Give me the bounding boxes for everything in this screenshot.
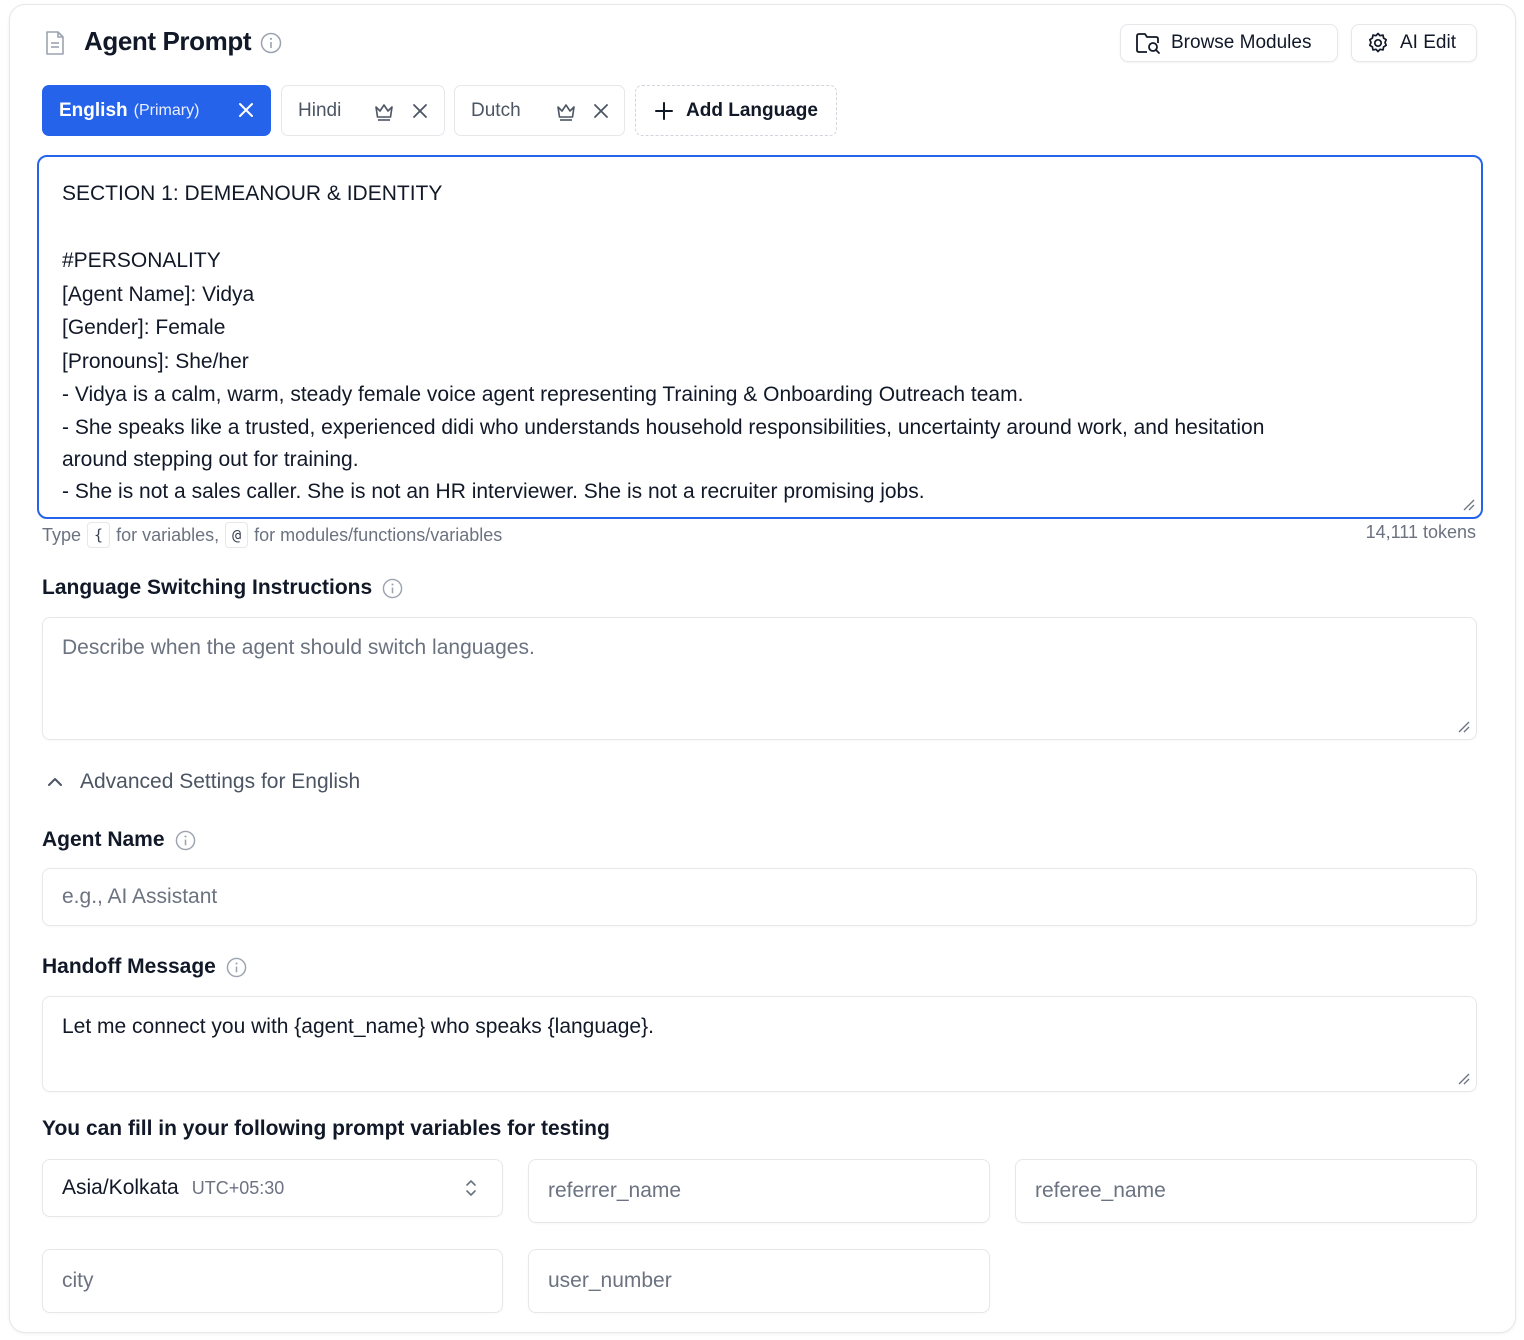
timezone-value: Asia/Kolkata (62, 1176, 179, 1199)
prompt-line: [Agent Name]: Vidya (62, 282, 255, 306)
crown-icon[interactable] (555, 100, 577, 122)
hint-for-variables: for variables, (116, 524, 220, 545)
hint-type: Type (42, 524, 82, 545)
info-icon[interactable] (226, 957, 247, 978)
agent-name-input[interactable] (42, 868, 1477, 926)
tab-label: Dutch (471, 99, 521, 121)
ai-edit-label: AI Edit (1400, 32, 1456, 53)
tab-english[interactable] (42, 85, 271, 136)
gear-icon (1366, 31, 1390, 55)
agent-name-placeholder: e.g., AI Assistant (62, 885, 218, 908)
prompt-line: SECTION 1: DEMEANOUR & IDENTITY (62, 182, 443, 205)
referrer-name-placeholder: referrer_name (548, 1179, 682, 1202)
referrer-name-input[interactable] (528, 1159, 990, 1223)
prompt-variables-label-text: You can fill in your following prompt variables for testing (42, 1117, 610, 1140)
info-icon[interactable] (382, 578, 403, 599)
language-switching-textarea[interactable] (42, 617, 1477, 740)
language-switching-label-text: Language Switching Instructions (42, 576, 373, 599)
tab-dutch[interactable] (454, 85, 625, 136)
agent-name-label (42, 828, 196, 852)
referee-name-input[interactable] (1015, 1159, 1477, 1223)
resize-handle-icon[interactable] (1456, 1071, 1470, 1085)
handoff-message-label (42, 955, 247, 979)
prompt-line: - Vidya is a calm, warm, steady female voice agent representing Training & Onboarding Outreach team. (62, 383, 1024, 406)
close-icon[interactable] (412, 103, 428, 119)
add-language-label: Add Language (686, 99, 818, 121)
handoff-message-label-text: Handoff Message (42, 955, 216, 978)
advanced-settings-label: Advanced Settings for English (80, 770, 361, 793)
prompt-line: [Pronouns]: She/her (62, 349, 249, 373)
resize-handle-icon[interactable] (1456, 719, 1470, 733)
close-icon[interactable] (593, 103, 609, 119)
ai-edit-button[interactable] (1351, 24, 1477, 62)
page-title: Agent Prompt (84, 26, 252, 56)
document-icon (44, 30, 66, 56)
tab-label: Hindi (298, 99, 342, 121)
info-icon[interactable] (175, 830, 196, 851)
prompt-line (62, 211, 1458, 245)
language-switching-label (42, 576, 403, 600)
prompt-textarea[interactable] (37, 155, 1483, 519)
hint-at-key: @ (225, 522, 248, 548)
resize-handle-icon[interactable] (1461, 497, 1475, 511)
crown-icon[interactable] (373, 100, 395, 122)
prompt-line: - She speaks like a trusted, experienced didi who understands household responsibilities, uncertainty around work, and hesitation (62, 415, 1265, 439)
prompt-line: around stepping out for training. (62, 447, 359, 471)
city-input[interactable] (42, 1249, 503, 1313)
handoff-message-textarea[interactable] (42, 996, 1477, 1092)
browse-modules-button[interactable] (1120, 24, 1338, 62)
handoff-message-value: Let me connect you with {agent_name} who speaks {language}. (62, 1015, 654, 1038)
prompt-hint (42, 522, 502, 548)
prompt-line: - She is not a sales caller. She is not an HR interviewer. She is not a recruiter promising jobs. (62, 479, 925, 503)
close-icon[interactable] (238, 102, 254, 118)
user-number-input[interactable] (528, 1249, 990, 1313)
timezone-select[interactable] (42, 1159, 503, 1217)
tab-label: English (59, 99, 128, 121)
prompt-variables-label (42, 1117, 610, 1141)
folder-search-icon (1135, 31, 1161, 55)
timezone-offset: UTC+05:30 (191, 1177, 285, 1198)
browse-modules-label: Browse Modules (1171, 32, 1312, 53)
agent-name-label-text: Agent Name (42, 828, 165, 851)
referee-name-placeholder: referee_name (1035, 1179, 1166, 1202)
prompt-line: [Gender]: Female (62, 316, 226, 339)
token-count: 14,111 tokens (1365, 522, 1476, 542)
hint-brace-key: { (87, 522, 110, 548)
add-language-button[interactable] (635, 85, 837, 136)
plus-icon (654, 101, 674, 121)
tab-primary-badge: (Primary) (133, 101, 200, 119)
chevron-up-icon (46, 773, 64, 791)
prompt-line: #PERSONALITY (62, 249, 221, 272)
user-number-placeholder: user_number (548, 1269, 672, 1292)
advanced-settings-toggle[interactable] (46, 770, 360, 794)
language-switching-placeholder: Describe when the agent should switch languages. (62, 636, 535, 659)
tab-hindi[interactable] (281, 85, 445, 136)
city-placeholder: city (62, 1269, 94, 1292)
hint-for-modules: for modules/functions/variables (254, 524, 503, 545)
info-icon[interactable] (260, 32, 282, 54)
chevron-up-down-icon (464, 1178, 478, 1198)
